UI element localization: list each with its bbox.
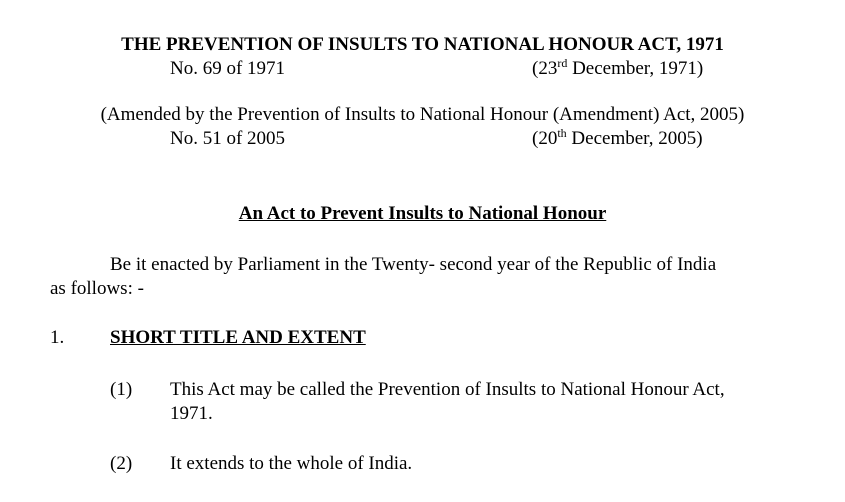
act-date-day: 23 (538, 58, 558, 79)
act-heading: An Act to Prevent Insults to National Honour (238, 203, 607, 224)
enactment-line-2: as follows: - (50, 278, 144, 299)
act-date-rest: December, 1971) (567, 58, 704, 79)
act-number: No. 69 of 1971 (170, 58, 286, 79)
clause-2-line-1: It extends to the whole of India. (170, 453, 413, 474)
enactment-line-1: Be it enacted by Parliament in the Twenty- second year of the Republic of India (110, 254, 717, 275)
section-title: SHORT TITLE AND EXTENT (110, 327, 366, 348)
clause-1-line-1: This Act may be called the Prevention of Insults to National Honour Act, (170, 379, 725, 400)
amendment-date-open: ( (532, 128, 539, 149)
act-title: THE PREVENTION OF INSULTS TO NATIONAL HONOUR ACT, 1971 (121, 34, 724, 55)
act-date (532, 57, 703, 81)
amendment-date (532, 127, 703, 151)
amendment-text: (Amended by the Prevention of Insults to National Honour (Amendment) Act, 2005) (100, 104, 745, 125)
amendment-date-suffix: th (557, 126, 567, 140)
amendment-number: No. 51 of 2005 (170, 128, 286, 149)
amendment-date-rest: December, 2005) (566, 128, 703, 149)
clause-1-number: (1) (110, 379, 133, 400)
act-date-open: ( (532, 58, 539, 79)
section-number: 1. (50, 327, 65, 348)
clause-2-number: (2) (110, 453, 133, 474)
act-date-suffix: rd (557, 56, 568, 70)
clause-1-line-2: 1971. (170, 403, 213, 424)
amendment-date-day: 20 (538, 128, 558, 149)
